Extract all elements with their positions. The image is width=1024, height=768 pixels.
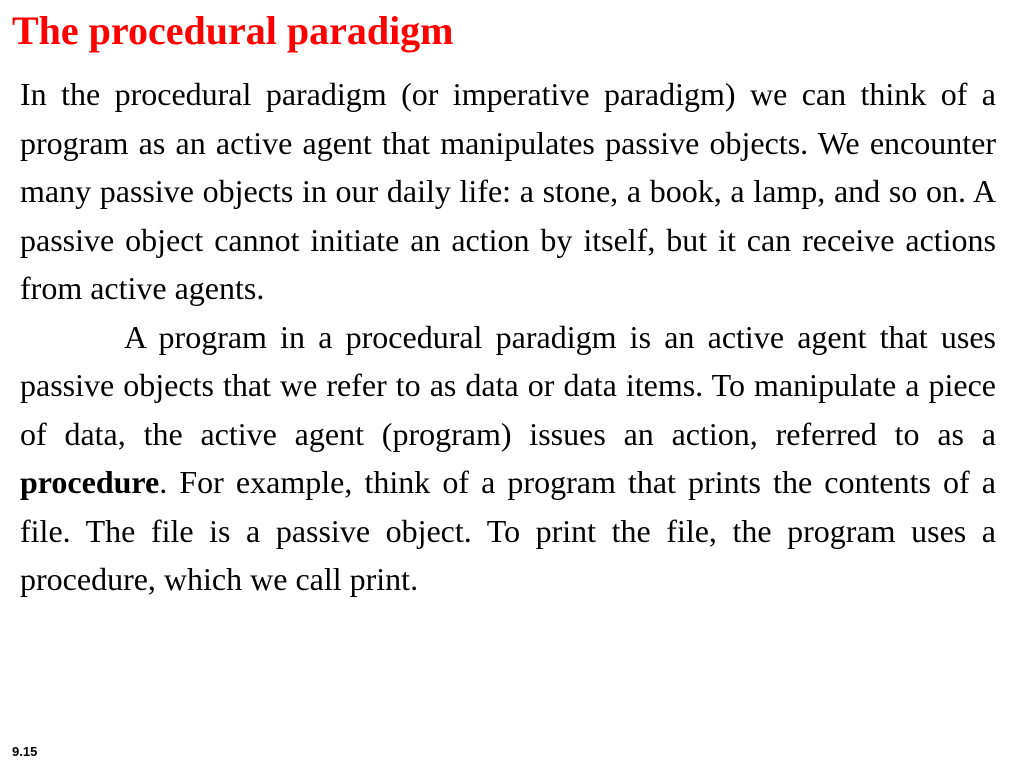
slide-body (20, 70, 996, 604)
paragraph-2-text-start: A program in a procedural paradigm is an active agent that uses passive objects that we refer to as data or data items. To manipulate a piece of data, the active agent (program) issues an action, referred to as a (20, 318, 996, 452)
paragraph-2 (20, 313, 996, 604)
slide-number: 9.15 (12, 744, 38, 759)
slide-title: The procedural paradigm (12, 8, 454, 53)
procedure-term: procedure (20, 464, 160, 500)
paragraph-1: In the procedural paradigm (or imperative paradigm) we can think of a program as an active agent that manipulates passive objects. We encounter many passive objects in our daily life: a stone, a book, a lamp, and so on. A passive object cannot initiate an action by itself, but it can receive actions from active agents. (20, 76, 996, 306)
paragraph-2-text-end: . For example, think of a program that prints the contents of a file. The file is a passive object. To print the file, the program uses a procedure, which we call print. (20, 464, 996, 597)
